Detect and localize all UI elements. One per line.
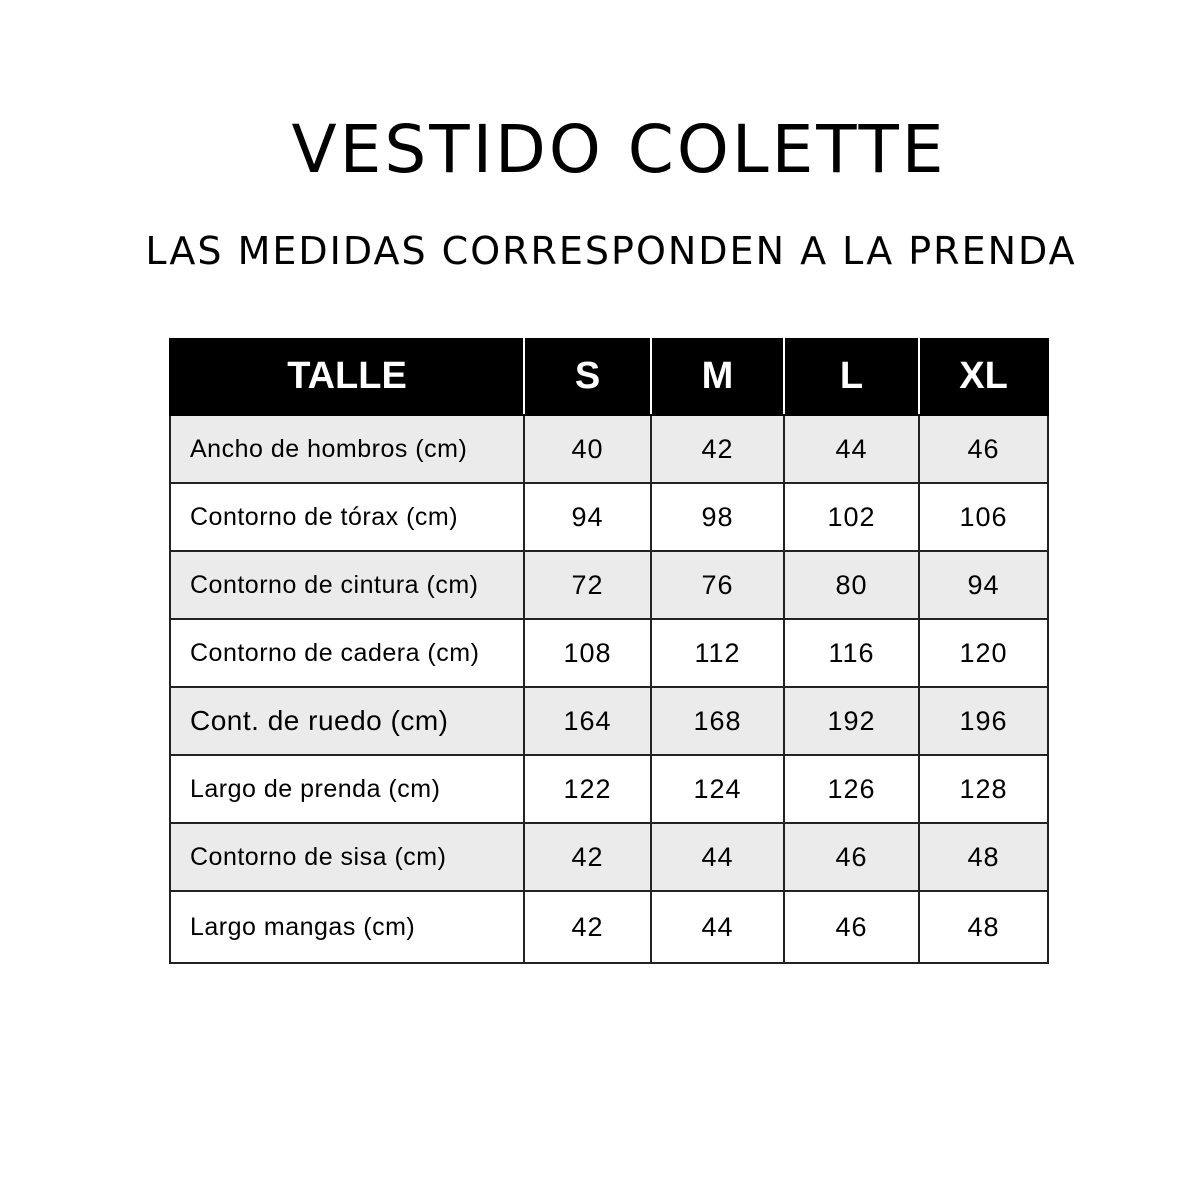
header-size-l: L <box>784 338 919 415</box>
header-talle: TALLE <box>170 338 524 415</box>
cell-value: 44 <box>651 823 784 891</box>
table-body <box>170 415 1048 963</box>
cell-value: 76 <box>651 551 784 619</box>
cell-value: 48 <box>919 823 1048 891</box>
cell-value: 42 <box>651 415 784 483</box>
cell-value: 44 <box>651 891 784 963</box>
cell-value: 124 <box>651 755 784 823</box>
table-row <box>170 415 1048 483</box>
cell-value: 112 <box>651 619 784 687</box>
cell-value: 128 <box>919 755 1048 823</box>
row-label: Largo mangas (cm) <box>170 891 524 963</box>
table-row <box>170 823 1048 891</box>
cell-value: 120 <box>919 619 1048 687</box>
row-label: Contorno de cintura (cm) <box>170 551 524 619</box>
header-size-m: M <box>651 338 784 415</box>
table-row <box>170 687 1048 755</box>
table-header <box>170 338 1048 415</box>
row-label: Ancho de hombros (cm) <box>170 415 524 483</box>
size-chart-table <box>169 338 1049 964</box>
cell-value: 122 <box>524 755 651 823</box>
row-label: Contorno de sisa (cm) <box>170 823 524 891</box>
cell-value: 102 <box>784 483 919 551</box>
cell-value: 192 <box>784 687 919 755</box>
table-row <box>170 891 1048 963</box>
cell-value: 98 <box>651 483 784 551</box>
cell-value: 46 <box>919 415 1048 483</box>
table-row <box>170 755 1048 823</box>
cell-value: 126 <box>784 755 919 823</box>
header-size-s: S <box>524 338 651 415</box>
row-label: Contorno de tórax (cm) <box>170 483 524 551</box>
cell-value: 196 <box>919 687 1048 755</box>
cell-value: 48 <box>919 891 1048 963</box>
header-size-xl: XL <box>919 338 1048 415</box>
page-subtitle: LAS MEDIDAS CORRESPONDEN A LA PRENDA <box>145 229 1077 273</box>
cell-value: 94 <box>524 483 651 551</box>
cell-value: 42 <box>524 891 651 963</box>
cell-value: 116 <box>784 619 919 687</box>
cell-value: 46 <box>784 823 919 891</box>
cell-value: 164 <box>524 687 651 755</box>
header-row <box>170 338 1048 415</box>
cell-value: 72 <box>524 551 651 619</box>
row-label: Largo de prenda (cm) <box>170 755 524 823</box>
cell-value: 40 <box>524 415 651 483</box>
cell-value: 108 <box>524 619 651 687</box>
row-label: Cont. de ruedo (cm) <box>170 687 524 755</box>
cell-value: 46 <box>784 891 919 963</box>
page-title: VESTIDO COLETTE <box>291 111 947 188</box>
table-row <box>170 551 1048 619</box>
cell-value: 80 <box>784 551 919 619</box>
cell-value: 94 <box>919 551 1048 619</box>
table-row <box>170 483 1048 551</box>
cell-value: 44 <box>784 415 919 483</box>
cell-value: 168 <box>651 687 784 755</box>
row-label: Contorno de cadera (cm) <box>170 619 524 687</box>
table-row <box>170 619 1048 687</box>
cell-value: 106 <box>919 483 1048 551</box>
cell-value: 42 <box>524 823 651 891</box>
